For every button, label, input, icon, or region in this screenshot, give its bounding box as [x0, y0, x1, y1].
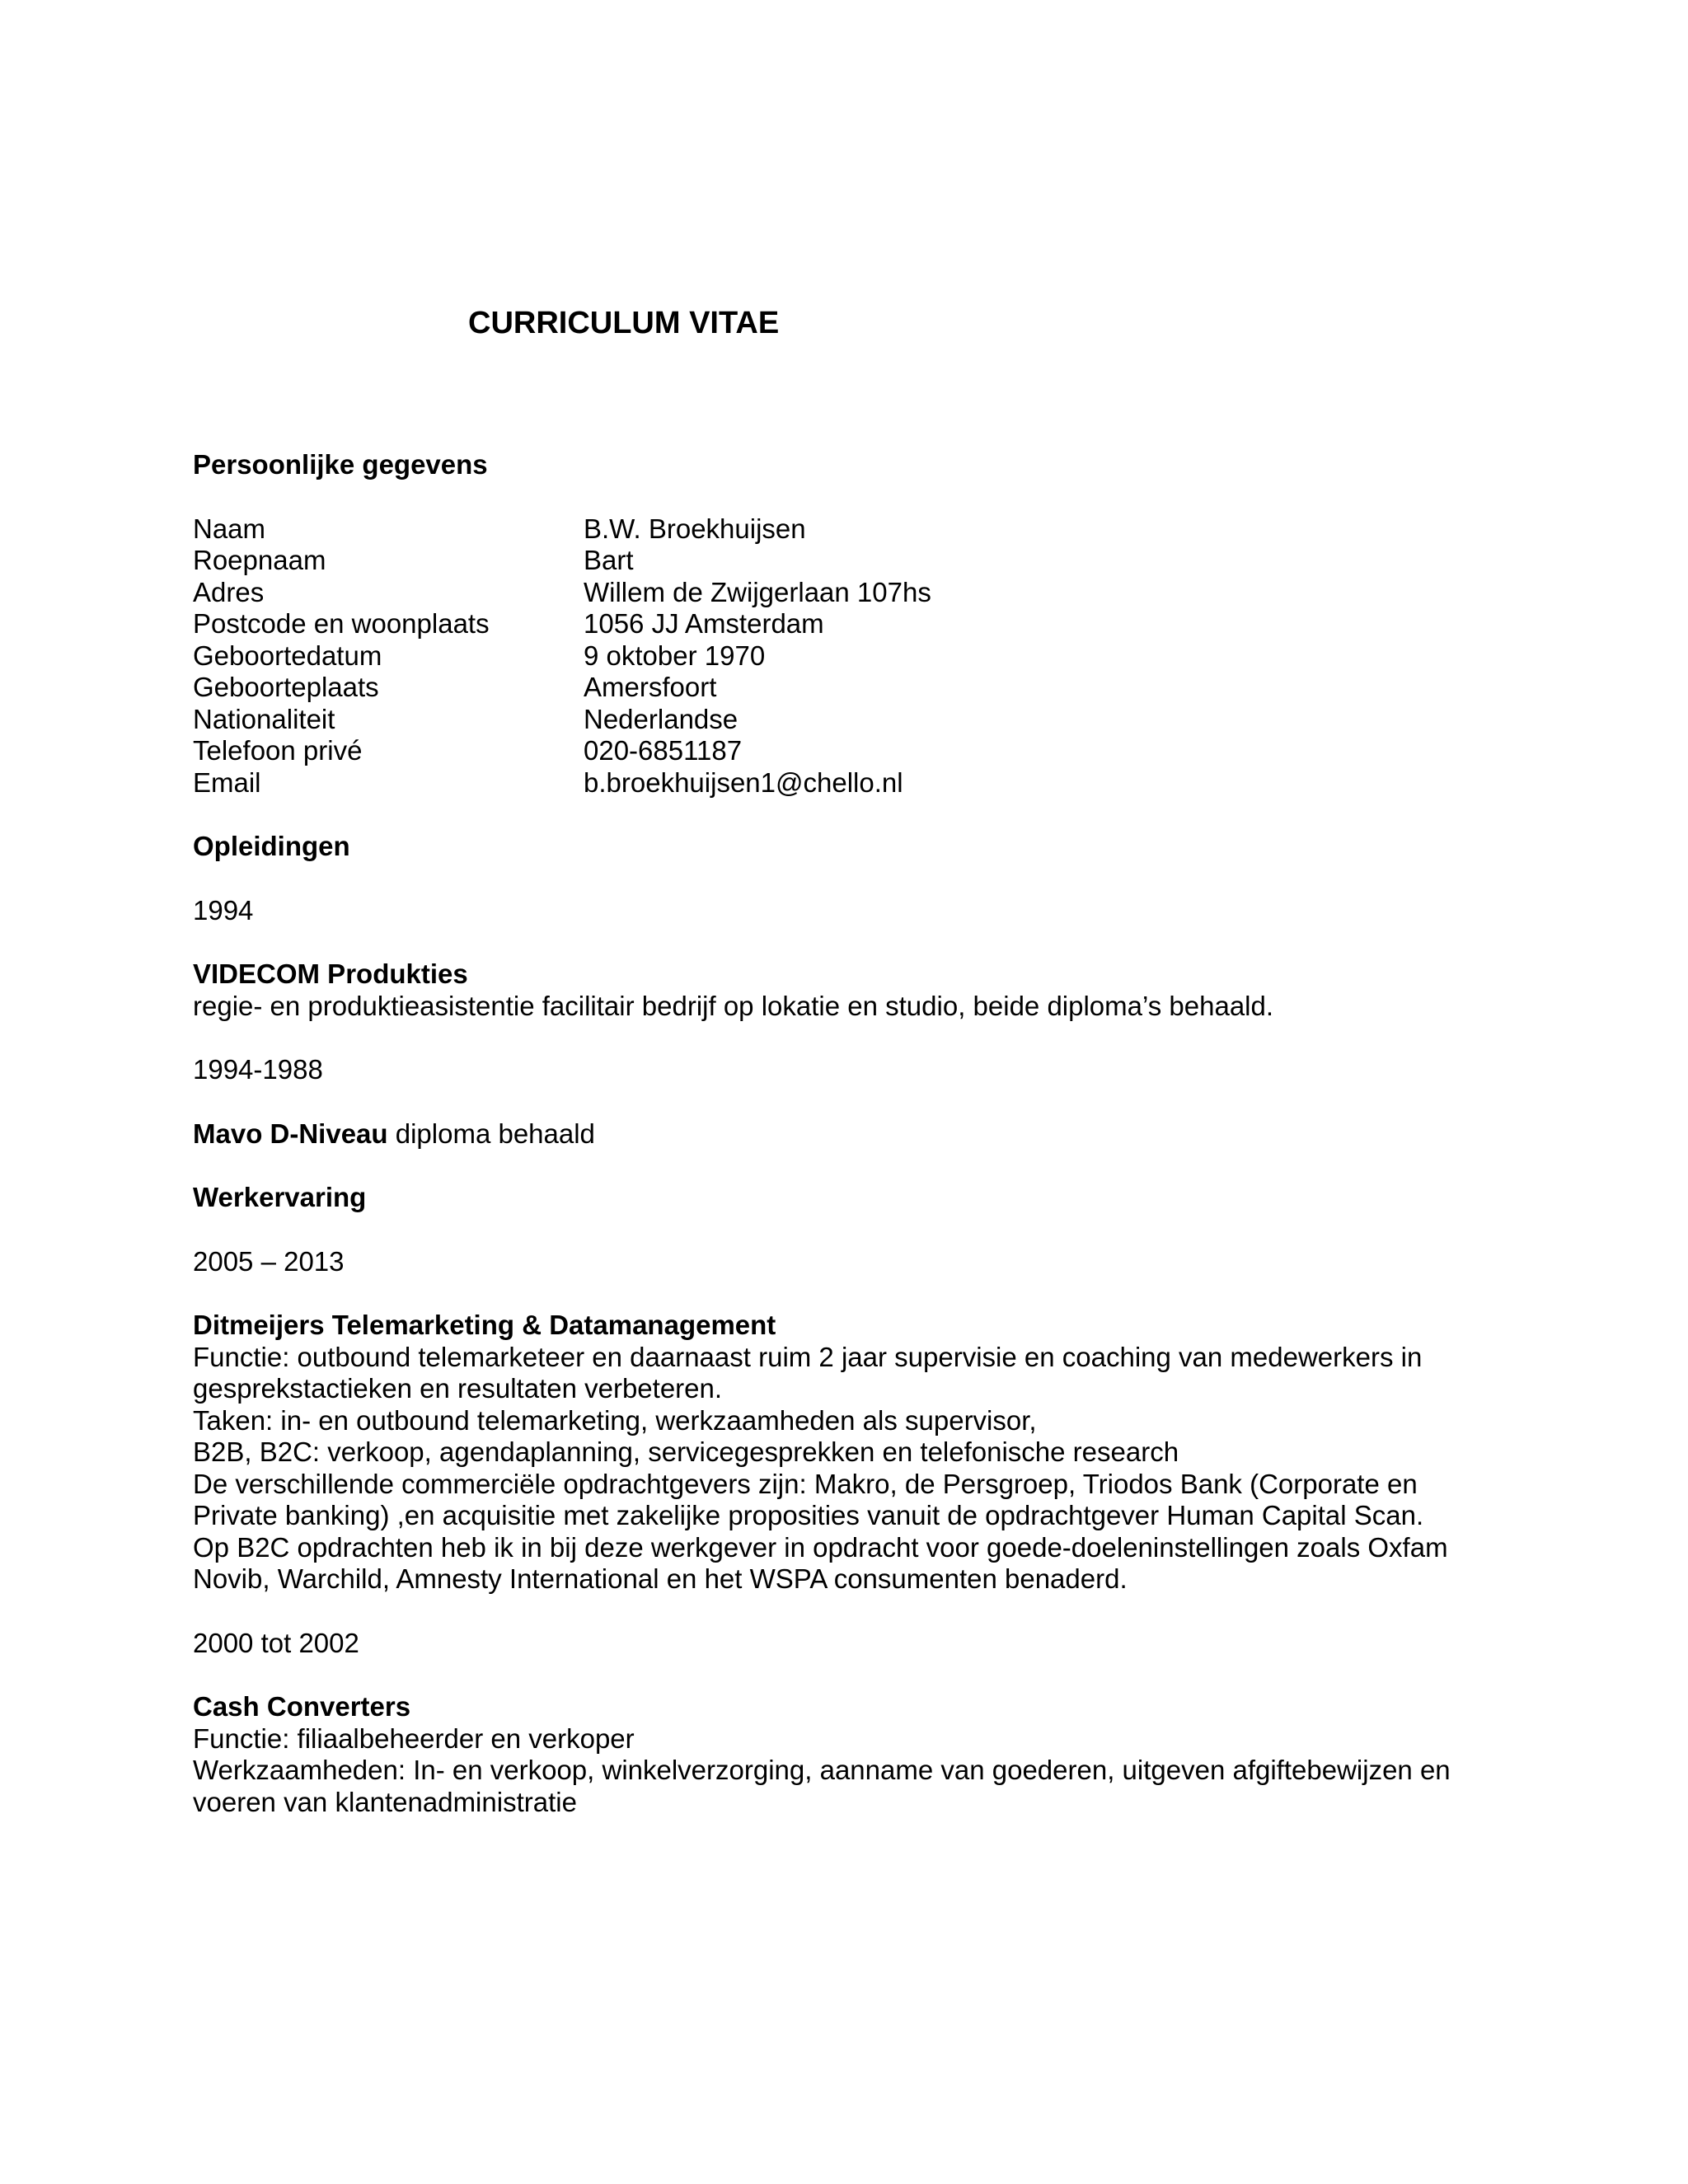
education-name: Mavo D-Niveau: [193, 1118, 388, 1149]
experience-line: Werkzaamheden: In- en verkoop, winkelverzorging, aanname van goederen, uitgeven afgiftebewijzen en: [193, 1755, 1451, 1785]
education-description: regie- en produktieasistentie facilitair bedrijf op lokatie en studio, beide diploma’s behaald.: [193, 990, 1274, 1021]
education-heading: Opleidingen: [193, 831, 350, 861]
info-row-telefoon: [193, 735, 1479, 767]
experience-line: Op B2C opdrachten heb ik in bij deze werkgever in opdracht voor goede-doeleninstellingen zoals Oxfam: [193, 1531, 1448, 1563]
info-row-geboorteplaats: [193, 672, 1479, 704]
experience-line: gesprekstactieken en resultaten verbeteren.: [193, 1373, 723, 1404]
experience-line: Functie: outbound telemarketeer en daarnaast ruim 2 jaar supervisie en coaching van medewerkers in: [193, 1341, 1423, 1372]
education-entry: [193, 1118, 1479, 1151]
info-value: B.W. Broekhuijsen: [584, 513, 806, 544]
info-label: Adres: [193, 576, 265, 607]
experience-line: Private banking) ,en acquisitie met zakelijke proposities vanuit de opdrachtgever Human Capital Scan.: [193, 1500, 1424, 1530]
experience-period: 2005 – 2013: [193, 1245, 345, 1277]
info-label: Email: [193, 766, 261, 798]
info-label: Postcode en woonplaats: [193, 608, 490, 639]
experience-line: De verschillende commerciële opdrachtgevers zijn: Makro, de Persgroep, Triodos Bank (Corporate en: [193, 1468, 1418, 1499]
experience-period: 2000 tot 2002: [193, 1627, 359, 1658]
experience-company: Ditmeijers Telemarketing & Datamanagement: [193, 1310, 776, 1340]
info-row-naam: [193, 513, 1479, 546]
info-value: Amersfoort: [584, 672, 717, 702]
info-value: Nederlandse: [584, 703, 738, 734]
personal-details-table: [193, 513, 1479, 799]
info-label: Geboorteplaats: [193, 672, 379, 702]
education-description: diploma behaald: [387, 1118, 595, 1149]
info-row-nationaliteit: [193, 704, 1479, 736]
education-name: VIDECOM Produkties: [193, 958, 468, 989]
personal-heading: Persoonlijke gegevens: [193, 449, 488, 480]
info-label: Naam: [193, 513, 266, 544]
document-title: CURRICULUM VITAE: [468, 306, 780, 340]
info-label: Roepnaam: [193, 545, 326, 575]
info-label: Telefoon privé: [193, 735, 363, 766]
experience-heading: Werkervaring: [193, 1182, 367, 1212]
info-value: 020-6851187: [584, 735, 743, 766]
info-value: Willem de Zwijgerlaan 107hs: [584, 576, 931, 607]
info-label: Geboortedatum: [193, 640, 382, 671]
education-period: 1994-1988: [193, 1054, 323, 1085]
info-value: 9 oktober 1970: [584, 640, 766, 671]
info-value: b.broekhuijsen1@chello.nl: [584, 766, 903, 798]
info-label: Nationaliteit: [193, 703, 335, 734]
education-period: 1994: [193, 894, 254, 926]
experience-company: Cash Converters: [193, 1691, 411, 1722]
experience-line: Taken: in- en outbound telemarketing, werkzaamheden als supervisor,: [193, 1404, 1037, 1436]
info-row-email: [193, 767, 1479, 799]
info-value: 1056 JJ Amsterdam: [584, 608, 824, 639]
experience-line: Functie: filiaalbeheerder en verkoper: [193, 1722, 635, 1754]
experience-line: Novib, Warchild, Amnesty International en het WSPA consumenten benaderd.: [193, 1563, 1128, 1594]
experience-line: voeren van klantenadministratie: [193, 1786, 577, 1817]
info-row-geboortedatum: [193, 640, 1479, 673]
experience-line: B2B, B2C: verkoop, agendaplanning, servicegesprekken en telefonische research: [193, 1436, 1179, 1467]
document-body: [193, 449, 1479, 1818]
info-value: Bart: [584, 545, 634, 575]
info-row-postcode: [193, 608, 1479, 640]
info-row-roepnaam: [193, 545, 1479, 577]
info-row-adres: [193, 577, 1479, 609]
